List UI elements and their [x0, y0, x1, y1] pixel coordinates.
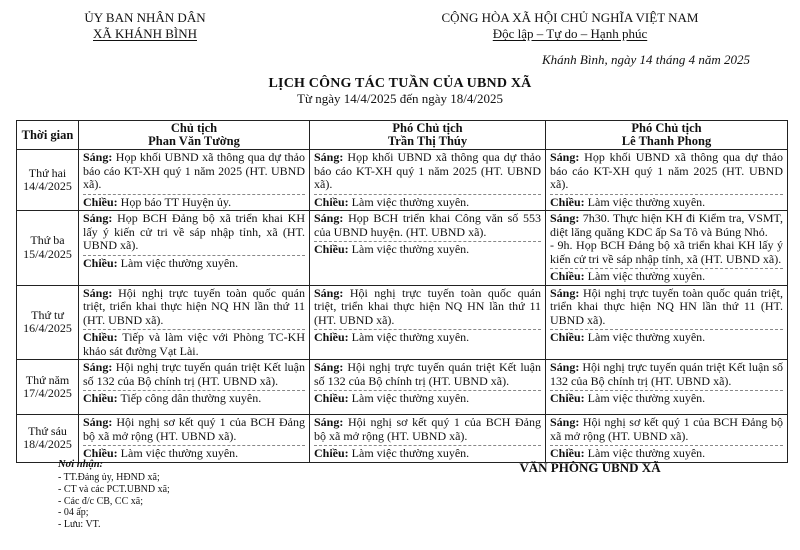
afternoon-entry [550, 270, 783, 284]
afternoon-text: Làm việc thường xuyên. [351, 242, 470, 256]
morning-entry [314, 212, 541, 239]
morning-label: Sáng: [314, 150, 344, 164]
afternoon-label: Chiều: [550, 391, 585, 405]
afternoon-text: Tiếp và làm việc với Phòng TC-KH khảo sát đường Vạt Lài. [83, 330, 305, 358]
morning-text: Họp khối UBND xã thông qua dự thảo báo cáo KT-XH quý 1 năm 2025 (HT. UBND xã). [550, 150, 783, 191]
day-date: 16/4/2025 [23, 321, 72, 336]
afternoon-label: Chiều: [550, 446, 585, 460]
morning-text: Họp BCH triển khai Công văn số 553 của UBND huyện. (HT. UBND xã). [314, 211, 542, 239]
afternoon-text: Làm việc thường xuyên. [120, 255, 239, 270]
schedule-cell [546, 360, 788, 415]
morning-label: Sáng: [550, 360, 580, 374]
afternoon-text: Làm việc thường xuyên. [587, 194, 706, 209]
afternoon-entry [550, 331, 783, 345]
schedule-cell [310, 150, 546, 211]
day-cell [17, 360, 79, 415]
morning-text: Họp khối UBND xã thông qua dự thảo báo cáo KT-XH quý 1 năm 2025 (HT. UBND xã). [83, 150, 305, 191]
schedule-row [17, 150, 788, 211]
column-role: Chủ tịch [170, 121, 218, 135]
afternoon-label: Chiều: [314, 194, 349, 209]
day-cell [17, 211, 79, 286]
recipient-item: - 04 ấp; [58, 507, 89, 519]
recipient-item: - Các đ/c CB, CC xã; [58, 495, 143, 507]
morning-label: Sáng: [83, 360, 113, 374]
day-cell [17, 150, 79, 211]
column-header-vice-chairman-1 [310, 121, 546, 150]
day-cell [17, 285, 79, 360]
morning-label: Sáng: [314, 360, 344, 374]
afternoon-label: Chiều: [83, 330, 118, 344]
morning-label: Sáng: [314, 285, 344, 300]
schedule-row [17, 211, 788, 286]
morning-text: 7h30. Thực hiện KH đi Kiểm tra, VSMT, diệt lăng quăng KDC ấp Sa Tô và Búng Nhỏ. [550, 211, 783, 239]
schedule-cell [79, 211, 310, 286]
schedule-cell [79, 285, 310, 360]
day-cell [17, 415, 79, 463]
column-header-time: Thời gian [17, 121, 79, 150]
morning-extra: - 9h. Họp BCH Đảng bộ xã triển khai KH lấy ý kiến cử tri về sáp nhập tỉnh, xã (HT. UBND xã). [550, 238, 783, 266]
morning-label: Sáng: [83, 211, 113, 225]
morning-label: Sáng: [83, 415, 113, 429]
document-title: LỊCH CÔNG TÁC TUẦN CỦA UBND XÃ [268, 76, 532, 91]
recipients-list [58, 472, 170, 531]
schedule-row [17, 285, 788, 360]
afternoon-label: Chiều: [83, 194, 118, 209]
morning-label: Sáng: [550, 150, 580, 164]
afternoon-entry [550, 392, 783, 406]
schedule-row [17, 415, 788, 463]
column-role: Phó Chủ tịch [392, 121, 463, 135]
afternoon-text: Làm việc thường xuyên. [351, 194, 470, 209]
morning-text: Hội nghị trực tuyến quán triệt Kết luận số 132 của Bộ chính trị (HT. UBND xã). [550, 360, 784, 388]
column-header-chairman [79, 121, 310, 150]
schedule-cell [546, 211, 788, 286]
morning-text: Hội nghị trực tuyến toàn quốc quán triệt, triển khai thực hiện NQ HN lần thứ 11 (HT. UBND xã). [550, 285, 783, 327]
issuer-line-1: ỦY BAN NHÂN DÂN [84, 10, 206, 25]
afternoon-entry [314, 243, 541, 257]
document-subtitle: Từ ngày 14/4/2025 đến ngày 18/4/2025 [297, 91, 503, 106]
day-date: 18/4/2025 [23, 437, 72, 452]
table-header-row [17, 121, 788, 150]
morning-label: Sáng: [83, 285, 113, 300]
afternoon-text: Họp báo TT Huyện ủy. [120, 194, 232, 209]
morning-label: Sáng: [550, 211, 580, 225]
afternoon-text: Làm việc thường xuyên. [587, 269, 706, 283]
afternoon-label: Chiều: [83, 255, 118, 270]
afternoon-entry [83, 331, 305, 358]
morning-text: Hội nghị sơ kết quý 1 của BCH Đảng bộ xã mở rộng (HT. UBND xã). [83, 415, 306, 443]
day-date: 17/4/2025 [23, 386, 72, 400]
schedule-cell [79, 150, 310, 211]
afternoon-text: Làm việc thường xuyên. [120, 446, 239, 460]
recipient-item: - CT và các PCT.UBND xã; [58, 483, 170, 495]
schedule-cell [546, 415, 788, 463]
day-date: 14/4/2025 [23, 179, 72, 193]
schedule-cell [79, 415, 310, 463]
afternoon-text: Làm việc thường xuyên. [587, 391, 706, 405]
day-name: Thứ sáu [28, 423, 67, 438]
morning-text: Hội nghị trực tuyến quán triệt Kết luận số 132 của Bộ chính trị (HT. UBND xã). [83, 360, 305, 388]
afternoon-label: Chiều: [314, 330, 349, 344]
schedule-row [17, 360, 788, 415]
afternoon-entry [314, 196, 541, 210]
column-person: Trần Thị Thúy [387, 134, 468, 148]
day-date: 15/4/2025 [23, 246, 72, 261]
schedule-table [16, 120, 788, 463]
afternoon-entry [314, 331, 541, 345]
morning-label: Sáng: [550, 415, 580, 429]
afternoon-entry [83, 257, 305, 271]
morning-entry [83, 287, 305, 328]
day-name: Thứ tư [31, 307, 64, 322]
afternoon-entry [550, 196, 783, 210]
morning-entry [83, 416, 305, 443]
morning-entry [550, 361, 783, 388]
morning-entry [314, 287, 541, 328]
morning-text: Hội nghị trực tuyến quán triệt Kết luận số 132 của Bộ chính trị (HT. UBND xã). [314, 360, 541, 388]
morning-entry [83, 361, 305, 388]
afternoon-label: Chiều: [550, 330, 585, 344]
afternoon-text: Làm việc thường xuyên. [587, 446, 706, 460]
morning-label: Sáng: [314, 415, 344, 429]
column-person: Lê Thanh Phong [621, 134, 712, 148]
national-motto: Độc lập – Tự do – Hạnh phúc [492, 26, 648, 41]
column-person: Phan Văn Tường [148, 134, 240, 148]
national-motto-block [360, 10, 780, 42]
morning-text: Họp BCH Đảng bộ xã triển khai KH lấy ý kiến cử tri về sáp nhập tỉnh, xã (HT. UBND xã). [83, 211, 306, 252]
morning-entry [550, 287, 783, 328]
morning-entry [314, 361, 541, 388]
morning-text: Hội nghị trực tuyến toàn quốc quán triệt, triển khai thực hiện NQ HN lần thứ 11 (HT. UBND xã). [314, 285, 542, 327]
morning-entry [83, 212, 305, 253]
afternoon-label: Chiều: [314, 391, 349, 405]
morning-entry [550, 151, 783, 192]
afternoon-text: Làm việc thường xuyên. [351, 391, 470, 405]
column-header-vice-chairman-2 [546, 121, 788, 150]
afternoon-label: Chiều: [550, 194, 585, 209]
morning-label: Sáng: [314, 211, 344, 225]
afternoon-label: Chiều: [314, 446, 349, 460]
afternoon-label: Chiều: [314, 242, 349, 256]
afternoon-label: Chiều: [550, 269, 585, 283]
recipient-item: - Lưu: VT. [58, 519, 101, 531]
day-name: Thứ năm [25, 372, 70, 387]
afternoon-text: Làm việc thường xuyên. [351, 446, 470, 460]
morning-label: Sáng: [83, 150, 113, 164]
afternoon-entry [314, 392, 541, 406]
day-name: Thứ hai [28, 165, 67, 180]
morning-entry [314, 151, 541, 192]
schedule-body [17, 150, 788, 463]
day-name: Thứ ba [30, 233, 65, 248]
afternoon-entry [83, 392, 305, 406]
afternoon-entry [83, 196, 305, 210]
afternoon-text: Tiếp công dân thường xuyên. [120, 391, 262, 405]
schedule-cell [310, 360, 546, 415]
afternoon-text: Làm việc thường xuyên. [587, 330, 706, 344]
schedule-cell [79, 360, 310, 415]
morning-label: Sáng: [550, 285, 580, 300]
morning-entry [83, 151, 305, 192]
morning-text: Hội nghị sơ kết quý 1 của BCH Đảng bộ xã mở rộng (HT. UBND xã). [314, 415, 542, 443]
recipient-item: - TT.Đảng ủy, HĐND xã; [58, 472, 160, 483]
schedule-cell [546, 285, 788, 360]
schedule-cell [546, 150, 788, 211]
document-date: Khánh Bình, ngày 14 tháng 4 năm 2025 [542, 52, 750, 67]
afternoon-text: Làm việc thường xuyên. [351, 330, 470, 344]
morning-entry [550, 212, 783, 239]
issuer-line-2: XÃ KHÁNH BÌNH [93, 26, 197, 41]
signing-office: VĂN PHÒNG UBND XÃ [519, 460, 661, 475]
morning-entry [550, 416, 783, 443]
schedule-cell [310, 211, 546, 286]
recipients-label: Nơi nhận: [58, 459, 104, 470]
afternoon-entry [550, 447, 783, 461]
national-title: CỘNG HÒA XÃ HỘI CHỦ NGHĨA VIỆT NAM [441, 10, 699, 25]
column-role: Phó Chủ tịch [631, 121, 702, 135]
afternoon-entry [314, 447, 541, 461]
issuer-block [30, 10, 260, 42]
morning-entry [314, 416, 541, 443]
schedule-cell [310, 285, 546, 360]
schedule-cell [310, 415, 546, 463]
morning-text: Họp khối UBND xã thông qua dự thảo báo cáo KT-XH quý 1 năm 2025 (HT. UBND xã). [314, 150, 541, 191]
morning-text: Hội nghị trực tuyến toàn quốc quán triệt, triển khai thực hiện NQ HN lần thứ 11 (HT. UBND xã). [83, 285, 306, 327]
afternoon-label: Chiều: [83, 446, 118, 460]
afternoon-label: Chiều: [83, 391, 118, 405]
afternoon-entry [83, 447, 305, 461]
morning-text: Hội nghị sơ kết quý 1 của BCH Đảng bộ xã mở rộng (HT. UBND xã). [550, 415, 784, 443]
